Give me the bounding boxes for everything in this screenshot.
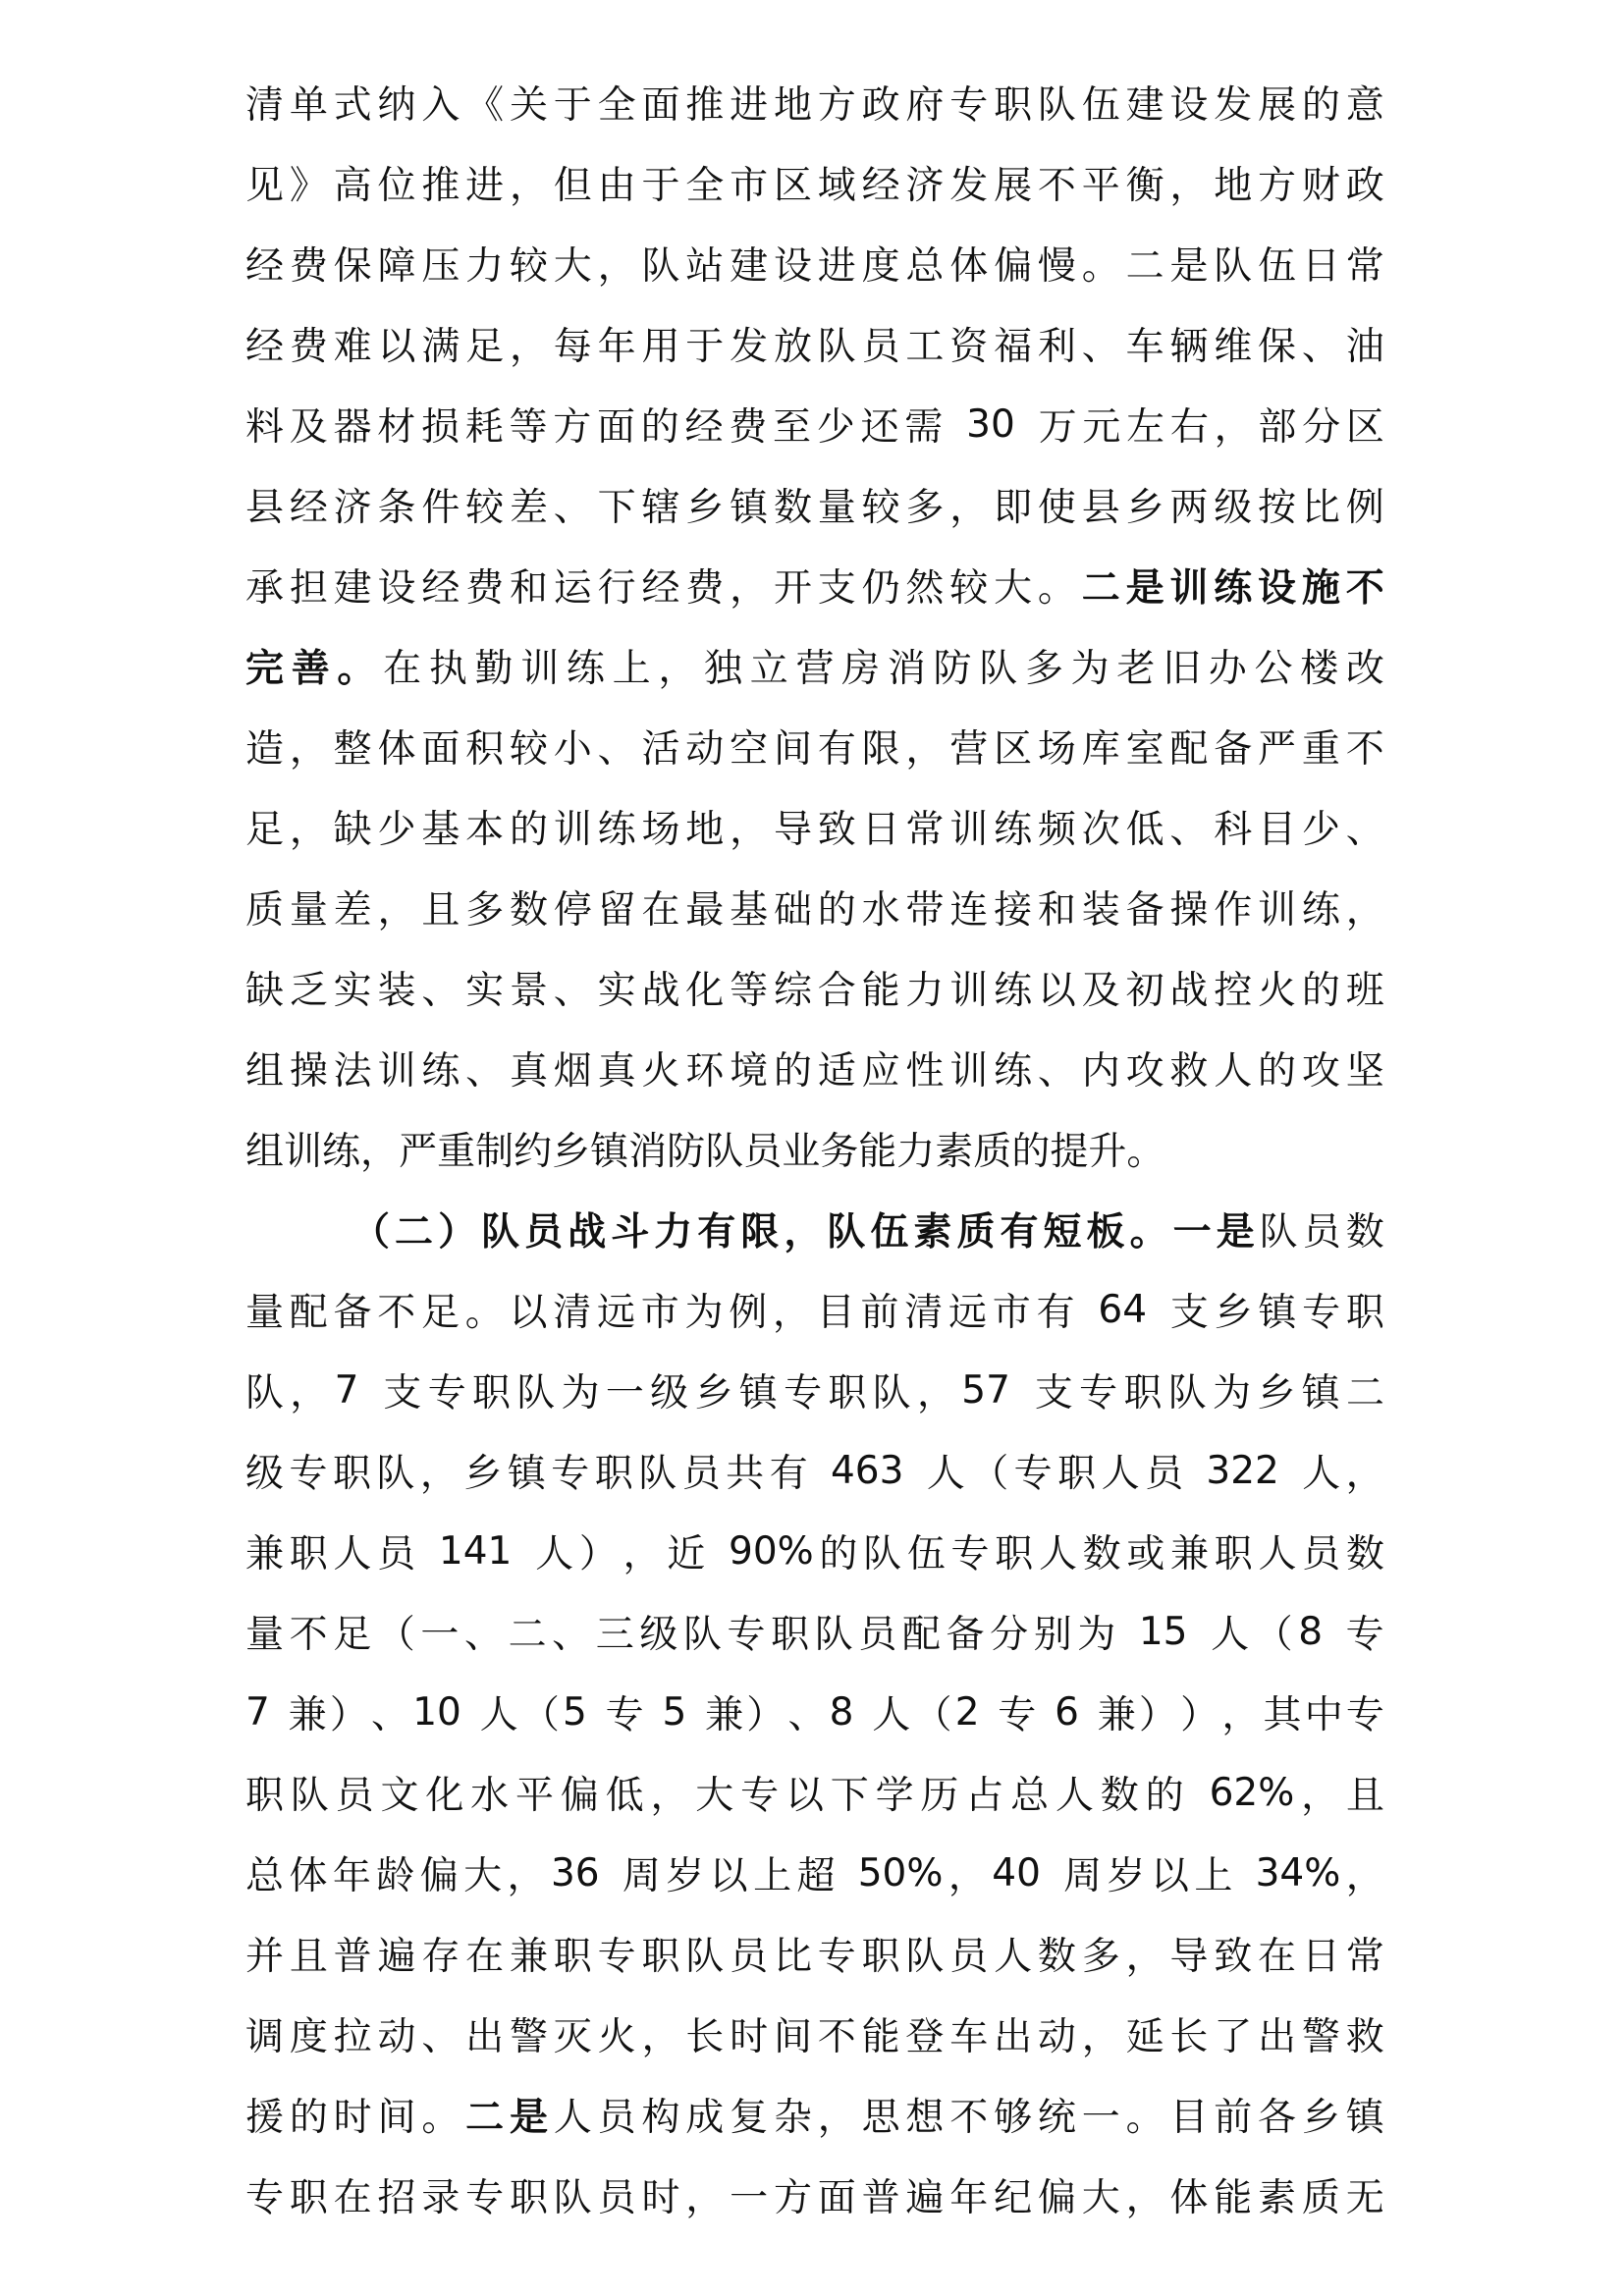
text-line: 见 》 高 位 推 进 ， 但 由 于 全 市 区 域 经 济 发 展 不 平 衡 ， 地 方 财 政 xyxy=(245,164,1384,208)
text-line: 清 单 式 纳 入 《 关 于 全 面 推 进 地 方 政 府 专 职 队 伍 建 设 发 展 的 意 xyxy=(245,83,1384,128)
text-line: 队 ， 7 支 专 职 队 为 一 级 乡 镇 专 职 队 ， 57 支 专 职 队 为 乡 镇 二 xyxy=(245,1367,1384,1415)
text-line: 县 经 济 条 件 较 差 、 下 辖 乡 镇 数 量 较 多 ， 即 使 县 乡 两 级 按 比 例 xyxy=(245,486,1384,530)
text-line: 总 体 年 龄 偏 大 ， 36 周 岁 以 上 超 50% ， 40 周 岁 以 上 34% ， xyxy=(245,1850,1384,1898)
text-line: 量 不 足 （ 一 、 二 、 三 级 队 专 职 队 员 配 备 分 别 为 15 人 （ 8 专 xyxy=(245,1609,1384,1657)
text-line: 缺 乏 实 装 、 实 景 、 实 战 化 等 综 合 能 力 训 练 以 及 初 战 控 火 的 班 xyxy=(245,969,1384,1013)
text-line: 料 及 器 材 损 耗 等 方 面 的 经 费 至 少 还 需 30 万 元 左 右 ， 部 分 区 xyxy=(245,401,1384,450)
text-line: （ 二 ） 队 员 战 斗 力 有 限 ， 队 伍 素 质 有 短 板 。 一 是 队 员 数 xyxy=(352,1210,1384,1255)
text-line: 职 队 员 文 化 水 平 偏 低 ， 大 专 以 下 学 历 占 总 人 数 的 62% ， 且 xyxy=(245,1770,1384,1818)
text-line: 7 兼 ） 、 10 人 （ 5 专 5 兼 ） 、 8 人 （ 2 专 6 兼 ） ） ， 其 中 专 xyxy=(245,1689,1384,1737)
text-line: 级 专 职 队 ， 乡 镇 专 职 队 员 共 有 463 人 （ 专 职 人 员 322 人 ， xyxy=(245,1448,1384,1496)
text-line: 调 度 拉 动 、 出 警 灭 火 ， 长 时 间 不 能 登 车 出 动 ， 延 长 了 出 警 救 xyxy=(245,2015,1384,2059)
text-line: 造 ， 整 体 面 积 较 小 、 活 动 空 间 有 限 ， 营 区 场 库 室 配 备 严 重 不 xyxy=(245,727,1384,772)
text-line: 完 善 。 在 执 勤 训 练 上 ， 独 立 营 房 消 防 队 多 为 老 旧 办 公 楼 改 xyxy=(245,647,1384,691)
text-line: 足 ， 缺 少 基 本 的 训 练 场 地 ， 导 致 日 常 训 练 频 次 低 、 科 目 少 、 xyxy=(245,808,1384,852)
text-line: 组 操 法 训 练 、 真 烟 真 火 环 境 的 适 应 性 训 练 、 内 攻 救 人 的 攻 坚 xyxy=(245,1049,1384,1094)
text-line: 组 训 练 ， 严 重 制 约 乡 镇 消 防 队 员 业 务 能 力 素 质 的 提 升 。 xyxy=(245,1130,1165,1174)
text-line: 经 费 保 障 压 力 较 大 ， 队 站 建 设 进 度 总 体 偏 慢 。 二 是 队 伍 日 常 xyxy=(245,244,1384,289)
text-line: 量 配 备 不 足 。 以 清 远 市 为 例 ， 目 前 清 远 市 有 64 支 乡 镇 专 职 xyxy=(245,1287,1384,1335)
text-line: 兼 职 人 员 141 人 ） ， 近 90% 的 队 伍 专 职 人 数 或 兼 职 人 员 数 xyxy=(245,1528,1384,1576)
body-text xyxy=(245,62,1384,2235)
text-line: 经 费 难 以 满 足 ， 每 年 用 于 发 放 队 员 工 资 福 利 、 车 辆 维 保 、 油 xyxy=(245,325,1384,369)
text-line: 并 且 普 遍 存 在 兼 职 专 职 队 员 比 专 职 队 员 人 数 多 ， 导 致 在 日 常 xyxy=(245,1935,1384,1979)
text-line: 专 职 在 招 录 专 职 队 员 时 ， 一 方 面 普 遍 年 纪 偏 大 ， 体 能 素 质 无 xyxy=(245,2176,1384,2220)
text-line: 质 量 差 ， 且 多 数 停 留 在 最 基 础 的 水 带 连 接 和 装 备 操 作 训 练 ， xyxy=(245,888,1384,933)
text-line: 援 的 时 间 。 二 是 人 员 构 成 复 杂 ， 思 想 不 够 统 一 。 目 前 各 乡 镇 xyxy=(245,2096,1384,2140)
text-line: 承 担 建 设 经 费 和 运 行 经 费 ， 开 支 仍 然 较 大 。 二 是 训 练 设 施 不 xyxy=(245,566,1384,611)
